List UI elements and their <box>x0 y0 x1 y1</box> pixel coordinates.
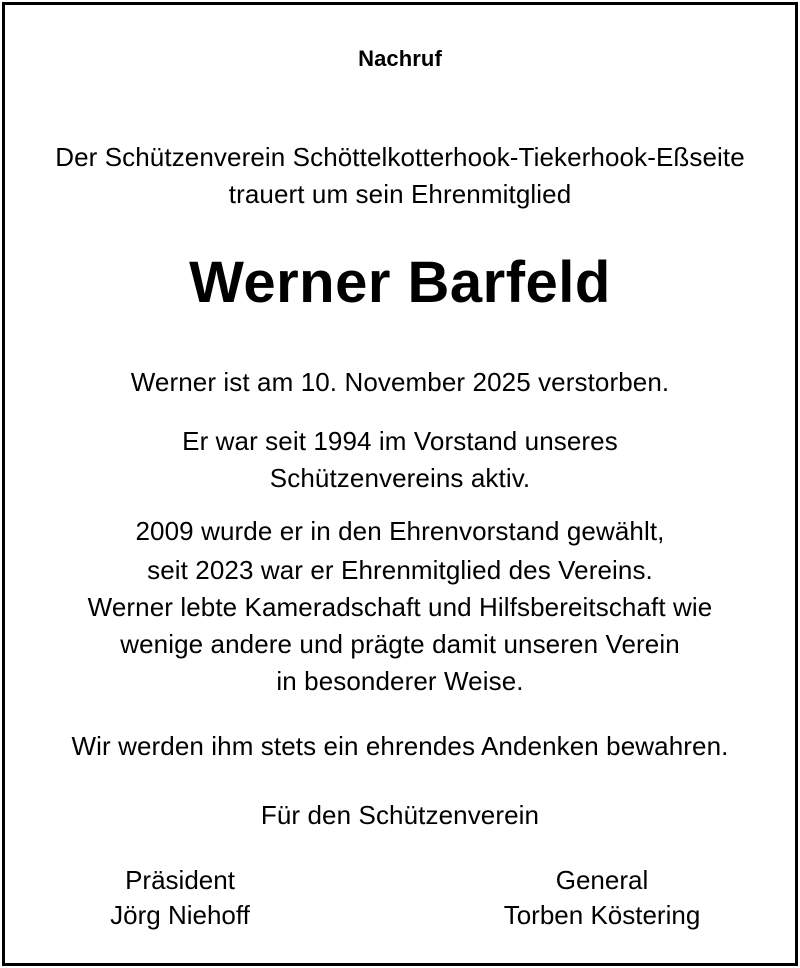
deceased-name: Werner Barfeld <box>189 250 611 315</box>
signatory-1-role: Präsident <box>125 865 235 895</box>
honor-text-line-5: in besonderer Weise. <box>276 666 524 696</box>
signatory-1-name: Jörg Niehoff <box>110 900 250 930</box>
death-date-text: Werner ist am 10. November 2025 verstorben. <box>130 367 670 397</box>
honor-text-line-3: Werner lebte Kameradschaft und Hilfsbereitschaft wie <box>87 592 713 622</box>
intro-line-2: trauert um sein Ehrenmitglied <box>228 179 572 209</box>
board-text-line-2: Schützenvereins aktiv. <box>269 463 531 493</box>
notice-heading: Nachruf <box>358 46 442 71</box>
board-text-line-1: Er war seit 1994 im Vorstand unseres <box>182 426 618 456</box>
intro-line-1: Der Schützenverein Schöttelkotterhook-Tiekerhook-Eßseite <box>55 142 745 172</box>
honor-text-line-4: wenige andere und prägte damit unseren Verein <box>120 629 680 659</box>
on-behalf-text: Für den Schützenverein <box>260 800 540 830</box>
honor-text-line-1: 2009 wurde er in den Ehrenvorstand gewählt, <box>135 516 665 546</box>
signatory-2-role: General <box>555 865 649 895</box>
closing-text: Wir werden ihm stets ein ehrendes Andenken bewahren. <box>71 731 729 761</box>
honor-text-line-2: seit 2023 war er Ehrenmitglied des Vereins. <box>147 555 653 585</box>
signatory-2-name: Torben Köstering <box>503 900 701 930</box>
